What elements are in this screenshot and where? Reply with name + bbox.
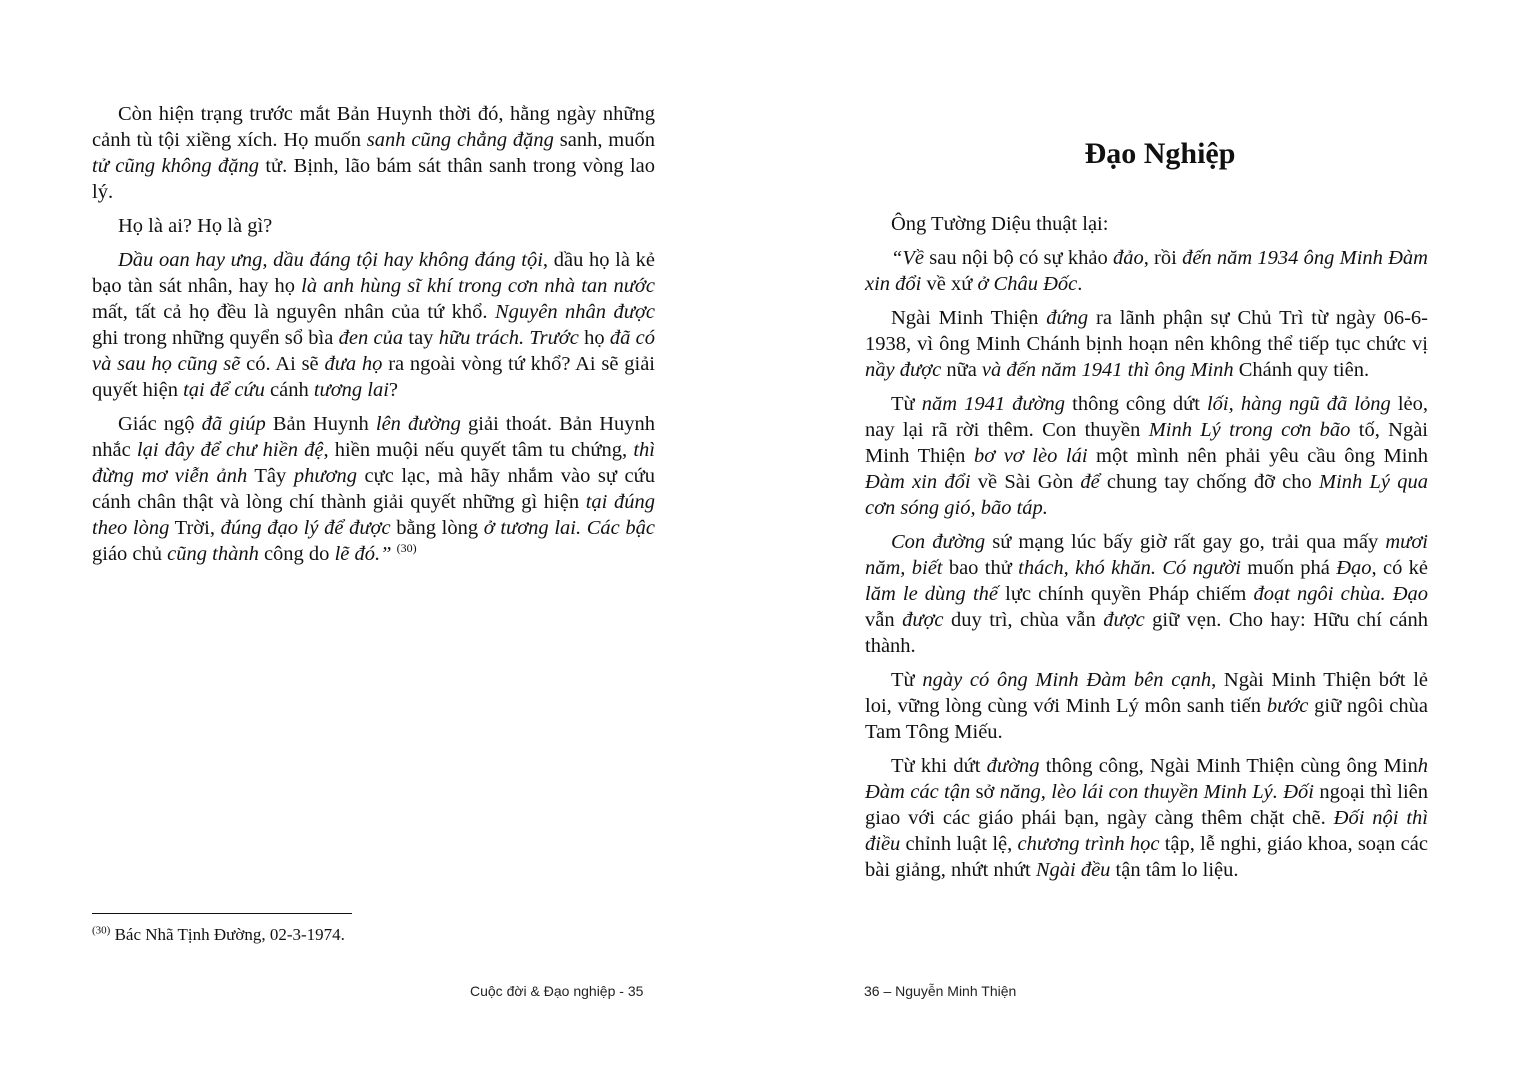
text-run: sanh, muốn (553, 129, 655, 151)
italic-text: h Đàm các tận (865, 755, 1428, 803)
text-run: bao thử (942, 557, 1019, 579)
italic-text: cũng thành (167, 543, 259, 565)
text-run: ra ngoài vòng tứ khổ? Ai sẽ giải quyết hiện (92, 353, 655, 401)
italic-text: đưa họ (324, 353, 383, 375)
italic-text: hữu trách. Trước (438, 327, 579, 349)
italic-text: năm 1941 đường (921, 393, 1066, 415)
text-run: , có kẻ (1371, 557, 1429, 579)
italic-text: bơ vơ lèo lái (973, 445, 1088, 467)
italic-text: Minh Lý trong cơn bão (1148, 419, 1351, 441)
text-run: duy trì, chùa vẫn (943, 609, 1104, 631)
text-run: mất, tất cả họ đều là nguyên nhân của tứ khổ. (92, 301, 495, 323)
italic-text: chương trình học (1017, 833, 1160, 855)
text-run: , rồi (1143, 247, 1183, 269)
text-run: Tây (247, 465, 294, 487)
text-run: công do (258, 543, 335, 565)
italic-text: lẽ đó.” (334, 543, 392, 565)
text-run: , dầu họ là kẻ bạo tàn sát nhân, hay họ (92, 249, 655, 297)
italic-text: bước (1266, 695, 1309, 717)
text-run: . (1077, 273, 1083, 295)
italic-text: sanh cũng chẳng đặng (366, 129, 554, 151)
italic-text: Con đường (891, 531, 986, 553)
italic-text: đoạt ngôi chùa. Đạo (1253, 583, 1429, 605)
text-run: tố, Ngài Minh Thiện (865, 419, 1428, 467)
italic-text: đen của (338, 327, 404, 349)
footnote-text: Bác Nhã Tịnh Đường, 02-3-1974. (110, 925, 345, 944)
italic-text: ở Châu Đốc (977, 273, 1078, 295)
text-run: , Ngài Minh Thiện bớt lẻ loi, vững lòng cùng với Minh Lý môn sanh tiến (865, 669, 1428, 717)
right-page-footer: 36 – Nguyễn Minh Thiện (864, 983, 1017, 999)
text-run: Giác ngộ (118, 413, 202, 435)
text-run: lực chính quyền Pháp chiếm (998, 583, 1254, 605)
text-run: nữa (941, 359, 982, 381)
italic-text: đảo (1112, 247, 1144, 269)
italic-text: Ngài đều (1035, 859, 1111, 881)
text-run: tử. Bịnh, lão bám sát thân sanh trong vòng lao lý. (92, 155, 655, 203)
paragraph (865, 391, 1428, 521)
italic-text: ở tương lai. Các bậc (483, 517, 655, 539)
text-run: họ (578, 327, 610, 349)
paragraph (92, 213, 655, 239)
text-run: Ngài Minh Thiện (891, 307, 1047, 329)
italic-text: đúng đạo lý để được (220, 517, 391, 539)
text-run: Chánh quy tiên. (1233, 359, 1370, 381)
paragraph (865, 245, 1428, 297)
italic-text: đường (986, 755, 1040, 777)
italic-text: là anh hùng sĩ khí trong cơn nhà tan nước (301, 275, 655, 297)
paragraph (865, 529, 1428, 659)
italic-text: để (1080, 471, 1100, 493)
chapter-title: Đạo Nghiệp (1084, 137, 1236, 170)
text-run: lẻo, nay lại rã rời thêm. Con thuyền (865, 393, 1429, 441)
italic-text: lối, hàng ngũ đã lỏng (1206, 393, 1391, 415)
italic-text: Minh Lý qua cơn sóng gió, bão táp. (865, 471, 1428, 519)
italic-text: thì đừng mơ viễn ảnh (92, 439, 655, 487)
text-run: sở (970, 781, 1000, 803)
italic-text: Đối nội thì điều (865, 807, 1428, 855)
text-run: Trời, (169, 517, 221, 539)
text-run: sau nội bộ có sự khảo (924, 247, 1113, 269)
footnote (92, 924, 652, 946)
text-run: thông công dứt (1065, 393, 1207, 415)
italic-text: mươi năm, biết (865, 531, 1428, 579)
italic-text: “Về (891, 247, 925, 269)
text-run: cực lạc, mà hãy nhắm vào sự cứu cánh chân thật và lòng chí thành giải quyết những gì hiện (92, 465, 655, 513)
text-run: Từ (891, 669, 923, 691)
italic-text: tại để cứu (183, 379, 265, 401)
paragraph (865, 211, 1428, 237)
right-page-body (865, 211, 1428, 891)
italic-text: Dầu oan hay ưng, dầu đáng tội hay không đáng tội (118, 249, 543, 271)
text-run: chung tay chống đỡ cho (1099, 471, 1319, 493)
italic-text: Đạo (1336, 557, 1372, 579)
text-run: bằng lòng (390, 517, 484, 539)
italic-text: và đến năm 1941 thì ông Minh (981, 359, 1234, 381)
italic-text: đã có và sau họ cũng sẽ (92, 327, 656, 375)
paragraph (92, 101, 655, 205)
paragraph (92, 247, 655, 403)
italic-text: ngày có ông Minh Đàm bên cạnh (922, 669, 1212, 691)
text-run: chỉnh luật lệ, (900, 833, 1018, 855)
footnote-marker: (30) (92, 924, 111, 937)
text-run: tập, lễ nghi, giáo khoa, soạn các bài giảng, nhứt nhứt (865, 833, 1428, 881)
italic-text: được (1103, 609, 1145, 631)
italic-text: Đàm xin đổi (865, 471, 971, 493)
text-run: một mình nên phải yêu cầu ông Minh (1087, 445, 1428, 467)
text-run: Họ là ai? Họ là gì? (118, 215, 273, 237)
paragraph (865, 753, 1428, 883)
italic-text: phương (293, 465, 357, 487)
text-run: , hiền muội nếu quyết tâm tu chứng, (323, 439, 634, 461)
text-run: Từ (891, 393, 922, 415)
text-run: thông công, Ngài Minh Thiện cùng ông Min (1039, 755, 1418, 777)
text-run: Bản Huynh (265, 413, 376, 435)
text-run: giữ vẹn. Cho hay: Hữu chí cánh thành. (865, 609, 1429, 657)
text-run: có. Ai sẽ (240, 353, 325, 375)
italic-text: thách, khó khăn. Có người (1018, 557, 1241, 579)
italic-text: đứng (1046, 307, 1089, 329)
italic-text: lên đường (375, 413, 461, 435)
paragraph (865, 305, 1428, 383)
right-page (760, 0, 1521, 1075)
italic-text: năng, lèo lái con thuyền Minh Lý. Đối (999, 781, 1314, 803)
left-page-body (92, 101, 655, 575)
italic-text: tương lai (313, 379, 389, 401)
text-run: giữ ngôi chùa Tam Tông Miếu. (865, 695, 1428, 743)
text-run: ra lãnh phận sự Chủ Trì từ ngày 06-6-1938, vì ông Minh Chánh bịnh hoạn nên không thể tiếp tục chức vị (865, 307, 1428, 355)
left-page-footer: Cuộc đời & Đạo nghiệp - 35 (470, 983, 644, 999)
text-run: về Sài Gòn (970, 471, 1081, 493)
text-run: Còn hiện trạng trước mắt Bản Huynh thời đó, hằng ngày những cảnh tù tội xiềng xích. Họ muốn (92, 103, 655, 151)
paragraph (92, 411, 655, 567)
text-run: tay (403, 327, 439, 349)
text-run: giải thoát. Bản Huynh nhắc (92, 413, 656, 461)
text-run: vẫn (865, 609, 903, 631)
text-run: ngoại thì liên giao với các giáo phái bạn, ngày càng thêm chặt chẽ. (865, 781, 1428, 829)
italic-text: lại đây để chư hiền đệ (136, 439, 324, 461)
footnote-divider (92, 913, 352, 914)
text-run: ghi trong những quyển sổ bìa (92, 327, 339, 349)
paragraph (865, 667, 1428, 745)
text-run: tận tâm lo liệu. (1110, 859, 1239, 881)
text-run: Ông Tường Diệu thuật lại: (891, 213, 1109, 235)
text-run: giáo chủ (92, 543, 168, 565)
text-run: Từ khi dứt (891, 755, 987, 777)
text-run: ? (388, 379, 399, 401)
italic-text: Nguyên nhân được (494, 301, 656, 323)
text-run: về xứ (921, 273, 978, 295)
text-run: sứ mạng lúc bấy giờ rất gay go, trải qua mấy (985, 531, 1386, 553)
footnote-reference: (30) (396, 541, 417, 556)
italic-text: đã giúp (201, 413, 266, 435)
text-run: muốn phá (1240, 557, 1337, 579)
italic-text: tử cũng không đặng (92, 155, 259, 177)
italic-text: đến năm 1934 ông Minh Đàm xin đổi (865, 247, 1428, 295)
italic-text: nầy được (865, 359, 942, 381)
text-run: cánh (264, 379, 314, 401)
italic-text: tại đúng theo lòng (92, 491, 655, 539)
italic-text: lăm le dùng thế (865, 583, 998, 605)
italic-text: được (902, 609, 944, 631)
left-page (0, 0, 760, 1075)
